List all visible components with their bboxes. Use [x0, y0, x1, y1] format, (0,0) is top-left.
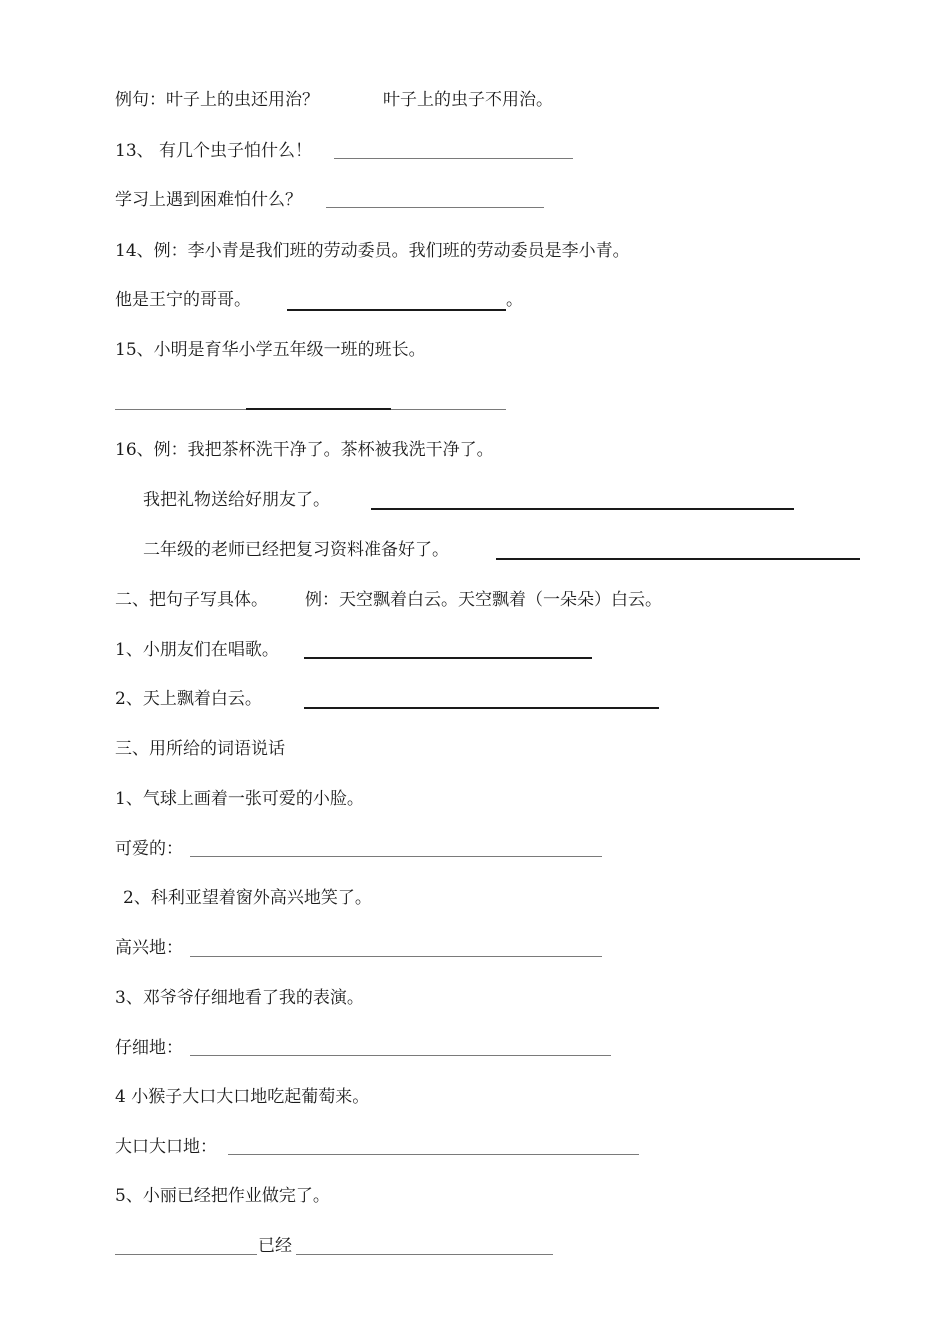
answer-blank[interactable]	[304, 657, 592, 659]
answer-blank[interactable]	[115, 409, 246, 410]
sentence-end-mark: 。	[506, 290, 523, 310]
section-2-example: 例：天空飘着白云。天空飘着（一朵朵）白云。	[305, 590, 662, 610]
section-3-item-1-text: 1、气球上画着一张可爱的小脸。	[115, 789, 364, 809]
question-16b-text: 二年级的老师已经把复习资料准备好了。	[143, 540, 449, 560]
word-prompt: 大口大口地：	[115, 1137, 217, 1157]
answer-blank[interactable]	[371, 508, 794, 510]
word-prompt: 高兴地：	[115, 938, 183, 958]
example-question: 例句：叶子上的虫还用治？	[115, 90, 319, 110]
question-16-text: 16、例：我把茶杯洗干净了。茶杯被我洗干净了。	[115, 440, 494, 460]
word-prompt: 已经	[258, 1236, 292, 1256]
question-13b-text: 学习上遇到困难怕什么？	[115, 190, 302, 210]
section-2-item-1-text: 1、小朋友们在唱歌。	[115, 640, 279, 660]
answer-blank[interactable]	[246, 408, 391, 410]
section-2-title: 二、把句子写具体。	[115, 590, 268, 610]
answer-blank[interactable]	[190, 856, 602, 857]
section-2-item-2-text: 2、天上飘着白云。	[115, 689, 262, 709]
answer-blank[interactable]	[115, 1254, 257, 1255]
answer-blank[interactable]	[296, 1254, 553, 1255]
answer-blank[interactable]	[304, 707, 659, 709]
question-16a-text: 我把礼物送给好朋友了。	[143, 490, 330, 510]
question-14-exercise-text: 他是王宁的哥哥。	[115, 290, 251, 310]
answer-blank[interactable]	[287, 309, 506, 311]
word-prompt: 可爱的：	[115, 839, 183, 859]
answer-blank[interactable]	[190, 1055, 611, 1056]
answer-blank[interactable]	[391, 409, 506, 410]
section-3-item-5-text: 5、小丽已经把作业做完了。	[115, 1186, 330, 1206]
section-3-item-4-text: 4 小猴子大口大口地吃起葡萄来。	[115, 1087, 370, 1107]
answer-blank[interactable]	[190, 956, 602, 957]
section-3-item-2-text: 2、科利亚望着窗外高兴地笑了。	[123, 888, 372, 908]
answer-blank[interactable]	[496, 558, 860, 560]
answer-blank[interactable]	[334, 158, 573, 159]
section-3-title: 三、用所给的词语说话	[115, 739, 285, 759]
answer-blank[interactable]	[228, 1154, 639, 1155]
question-15-text: 15、小明是育华小学五年级一班的班长。	[115, 340, 426, 360]
answer-blank[interactable]	[326, 207, 544, 208]
example-answer: 叶子上的虫子不用治。	[383, 90, 553, 110]
section-3-item-3-text: 3、邓爷爷仔细地看了我的表演。	[115, 988, 364, 1008]
question-14-text: 14、例：李小青是我们班的劳动委员。我们班的劳动委员是李小青。	[115, 241, 630, 261]
question-13-text: 13、 有几个虫子怕什么！	[115, 141, 313, 161]
word-prompt: 仔细地：	[115, 1038, 183, 1058]
